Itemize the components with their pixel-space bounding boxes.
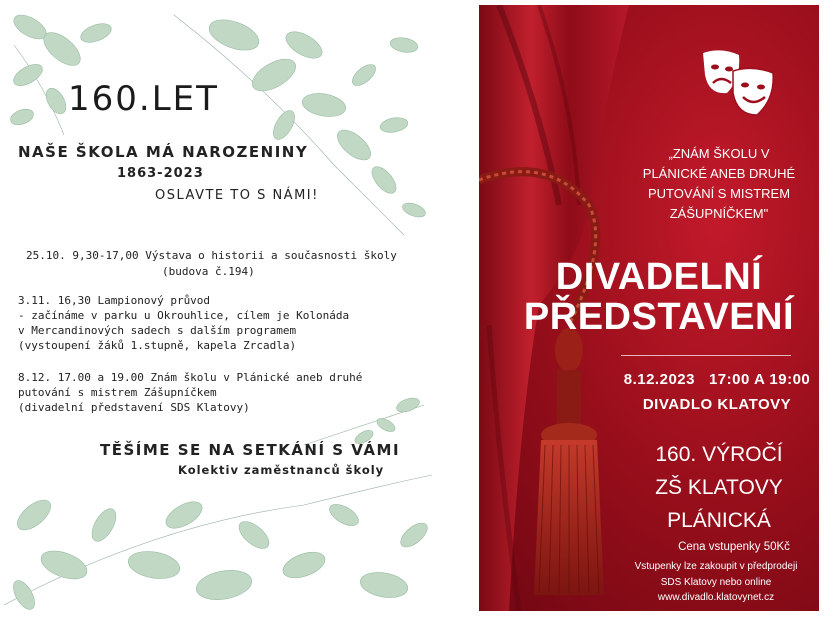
event-line: (divadelní představení SDS Klatovy) bbox=[18, 401, 250, 414]
signature-text: Kolektiv zaměstnanců školy bbox=[178, 463, 385, 477]
headline-line: DIVADELNÍ bbox=[555, 256, 763, 298]
theater-masks-icon bbox=[699, 45, 779, 125]
theater-performance-poster bbox=[479, 5, 819, 611]
event-line: - začínáme v parku u Okrouhlice, cílem je Kolonáda bbox=[18, 309, 350, 322]
closing-text: TĚŠÍME SE NA SETKÁNÍ S VÁMI bbox=[100, 441, 401, 459]
headline-line: PŘEDSTAVENÍ bbox=[523, 296, 795, 338]
anniversary-line: PLÁNICKÁ bbox=[667, 509, 771, 532]
quote-line: PUTOVÁNÍ S MISTREM bbox=[647, 186, 791, 201]
play-title-quote bbox=[629, 144, 809, 224]
event-line: 25.10. 9,30-17,00 Výstava o historii a současnosti školy bbox=[26, 249, 397, 262]
quote-line: PLÁNICKÉ ANEB DRUHÉ bbox=[642, 166, 796, 181]
event-line: putování s mistrem Zášupníčkem bbox=[18, 386, 217, 399]
event-line: 8.12. 17.00 a 19.00 Znám školu v Plánické aneb druhé bbox=[18, 371, 363, 384]
school-anniversary-poster bbox=[4, 5, 432, 613]
divider-line bbox=[621, 355, 791, 356]
event-line: (vystoupení žáků 1.stupně, kapela Zrcadla) bbox=[18, 339, 297, 352]
anniversary-block bbox=[629, 438, 809, 537]
performance-datetime: 8.12.2023 17:00 A 19:00 bbox=[623, 371, 811, 388]
ticket-info-line: SDS Klatovy nebo online bbox=[660, 577, 772, 588]
quote-line: ZÁŠUPNÍČKEM" bbox=[669, 206, 769, 221]
ticket-info-line: Vstupenky lze zakoupit v předprodeji bbox=[634, 561, 798, 572]
performance-venue: DIVADLO KLATOVY bbox=[642, 396, 792, 413]
anniversary-line: ZŠ KLATOVY bbox=[655, 476, 783, 499]
ticket-price: Cena vstupenky 50Kč bbox=[678, 541, 790, 553]
event-line: (budova č.194) bbox=[162, 265, 255, 278]
quote-line: „ZNÁM ŠKOLU V bbox=[668, 146, 770, 161]
headline bbox=[499, 257, 819, 337]
event-line: 3.11. 16,30 Lampionový průvod bbox=[18, 294, 211, 307]
event-line: v Mercandinových sadech s dalším programem bbox=[18, 324, 297, 337]
anniversary-years: 1863-2023 bbox=[117, 166, 204, 181]
website-link[interactable]: www.divadlo.klatovynet.cz bbox=[657, 592, 775, 603]
anniversary-line: 160. VÝROČÍ bbox=[655, 443, 783, 466]
anniversary-subtitle: NAŠE ŠKOLA MÁ NAROZENINY bbox=[18, 143, 309, 161]
anniversary-tagline: OSLAVTE TO S NÁMI! bbox=[155, 188, 319, 203]
anniversary-title: 160.LET bbox=[68, 79, 219, 119]
